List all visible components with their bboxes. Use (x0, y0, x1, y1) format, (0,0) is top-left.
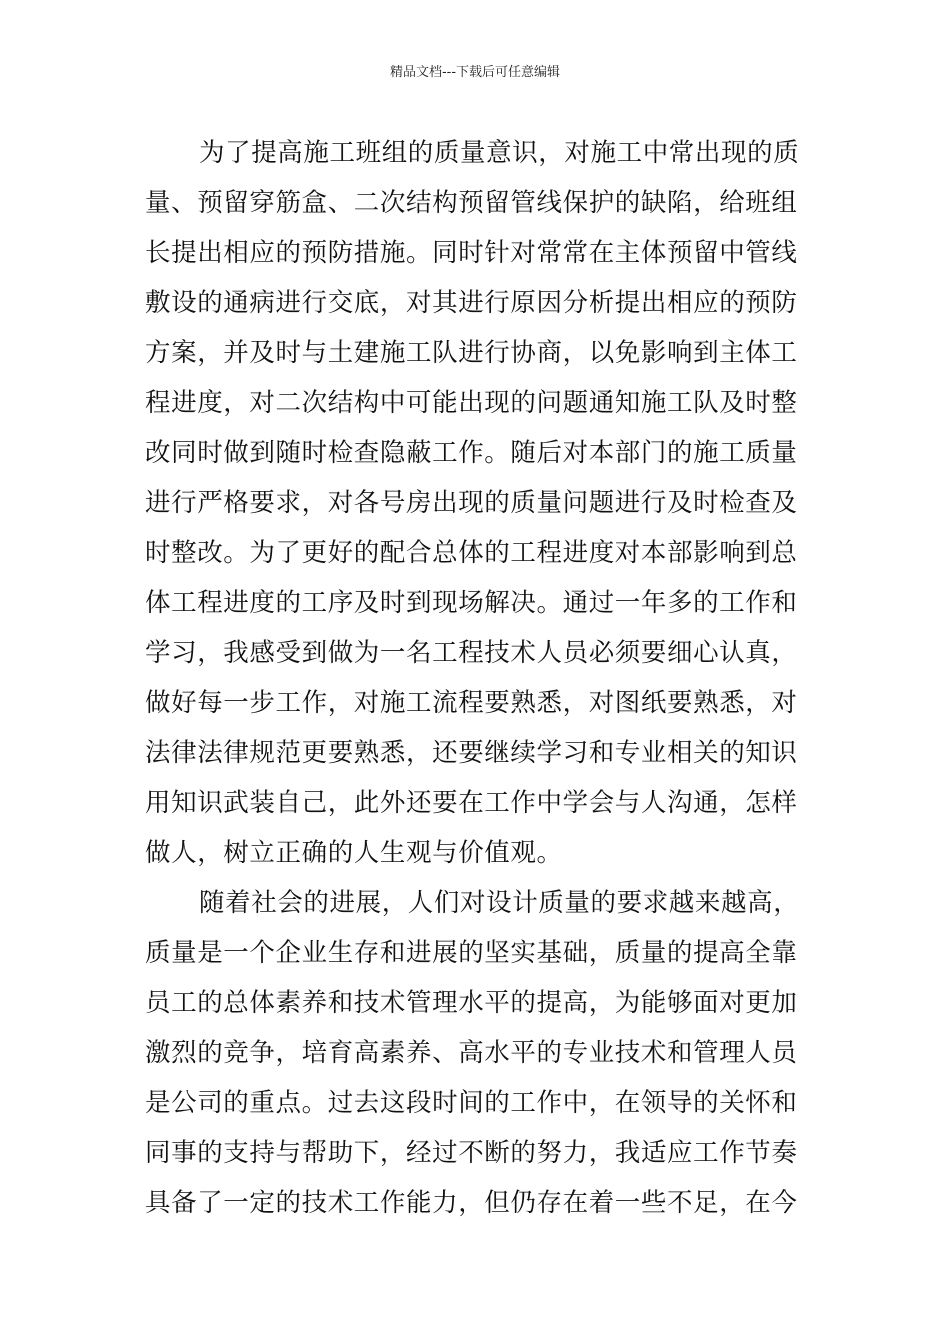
text-line: 是公司的重点。过去这段时间的工作中，在领导的关怀和 (145, 1088, 798, 1118)
text-line: 员工的总体素养和技术管理水平的提高，为能够面对更加 (145, 988, 798, 1018)
text-line: 长提出相应的预防措施。同时针对常常在主体预留中管线 (145, 238, 798, 268)
text-line: 量、预留穿筋盒、二次结构预留管线保护的缺陷，给班组 (145, 188, 798, 218)
text-line: 为了提高施工班组的质量意识，对施工中常出现的质 (199, 138, 800, 168)
text-line: 激烈的竞争，培育高素养、高水平的专业技术和管理人员 (145, 1038, 798, 1068)
text-line: 改同时做到随时检查隐蔽工作。随后对本部门的施工质量 (145, 438, 798, 468)
document-body (145, 128, 810, 1228)
text-line: 具备了一定的技术工作能力，但仍存在着一些不足，在今 (145, 1188, 798, 1218)
text-line: 做好每一步工作，对施工流程要熟悉，对图纸要熟悉，对 (145, 688, 798, 718)
paragraph-2 (145, 878, 810, 1228)
text-line: 学习，我感受到做为一名工程技术人员必须要细心认真， (145, 638, 798, 668)
text-line: 做人，树立正确的人生观与价值观。 (145, 838, 563, 868)
text-line: 用知识武装自己，此外还要在工作中学会与人沟通，怎样 (145, 788, 798, 818)
text-line: 同事的支持与帮助下，经过不断的努力，我适应工作节奏 (145, 1138, 798, 1168)
text-line: 时整改。为了更好的配合总体的工程进度对本部影响到总 (145, 538, 798, 568)
text-line: 进行严格要求，对各号房出现的质量问题进行及时检查及 (145, 488, 798, 518)
text-line: 质量是一个企业生存和进展的坚实基础，质量的提高全靠 (145, 938, 798, 968)
text-line: 程进度，对二次结构中可能出现的问题通知施工队及时整 (145, 388, 798, 418)
paragraph-1 (145, 128, 810, 878)
text-line: 随着社会的进展，人们对设计质量的要求越来越高， (199, 888, 800, 918)
text-line: 敷设的通病进行交底，对其进行原因分析提出相应的预防 (145, 288, 798, 318)
text-line: 法律法律规范更要熟悉，还要继续学习和专业相关的知识 (145, 738, 798, 768)
text-line: 方案，并及时与土建施工队进行协商，以免影响到主体工 (145, 338, 798, 368)
text-line: 体工程进度的工序及时到现场解决。通过一年多的工作和 (145, 588, 798, 618)
page-header: 精品文档---下载后可任意编辑 (389, 65, 561, 80)
